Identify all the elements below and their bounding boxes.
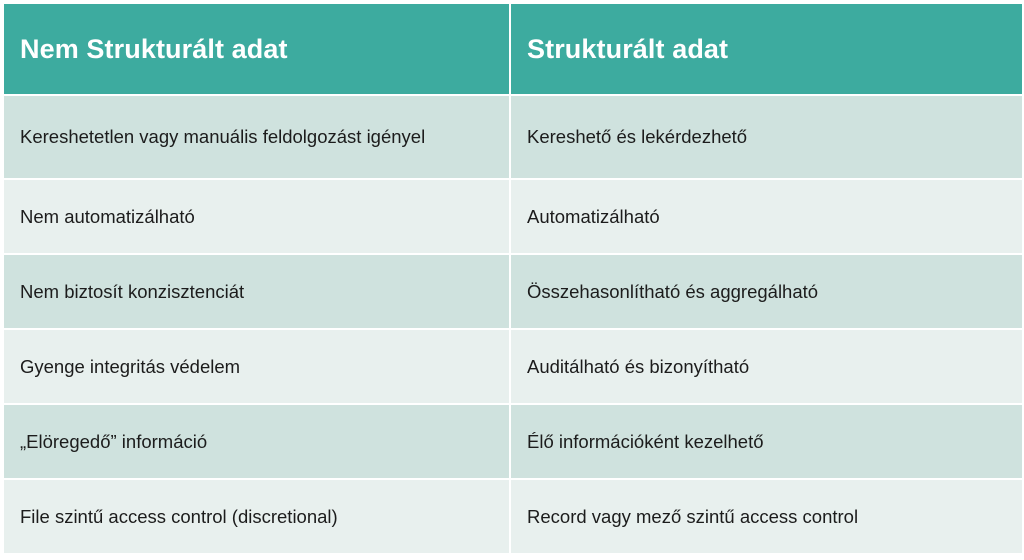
cell-structured: Élő információként kezelhető xyxy=(511,405,1022,478)
table-row xyxy=(4,480,1022,553)
header-row xyxy=(4,4,1022,94)
cell-unstructured: File szintű access control (discretional) xyxy=(4,480,509,553)
cell-structured: Kereshető és lekérdezhető xyxy=(511,96,1022,178)
cell-unstructured: Nem biztosít konzisztenciát xyxy=(4,255,509,328)
table-row xyxy=(4,96,1022,178)
table-row xyxy=(4,255,1022,328)
table-row xyxy=(4,180,1022,253)
cell-unstructured: Gyenge integritás védelem xyxy=(4,330,509,403)
header-structured: Strukturált adat xyxy=(511,4,1022,94)
cell-structured: Összehasonlítható és aggregálható xyxy=(511,255,1022,328)
cell-structured: Automatizálható xyxy=(511,180,1022,253)
cell-unstructured: „Elöregedő” információ xyxy=(4,405,509,478)
cell-structured: Record vagy mező szintű access control xyxy=(511,480,1022,553)
cell-structured: Auditálható és bizonyítható xyxy=(511,330,1022,403)
table-row xyxy=(4,405,1022,478)
header-unstructured: Nem Strukturált adat xyxy=(4,4,509,94)
cell-unstructured: Nem automatizálható xyxy=(4,180,509,253)
table-row xyxy=(4,330,1022,403)
cell-unstructured: Kereshetetlen vagy manuális feldolgozást igényel xyxy=(4,96,509,178)
comparison-table xyxy=(2,2,1024,555)
